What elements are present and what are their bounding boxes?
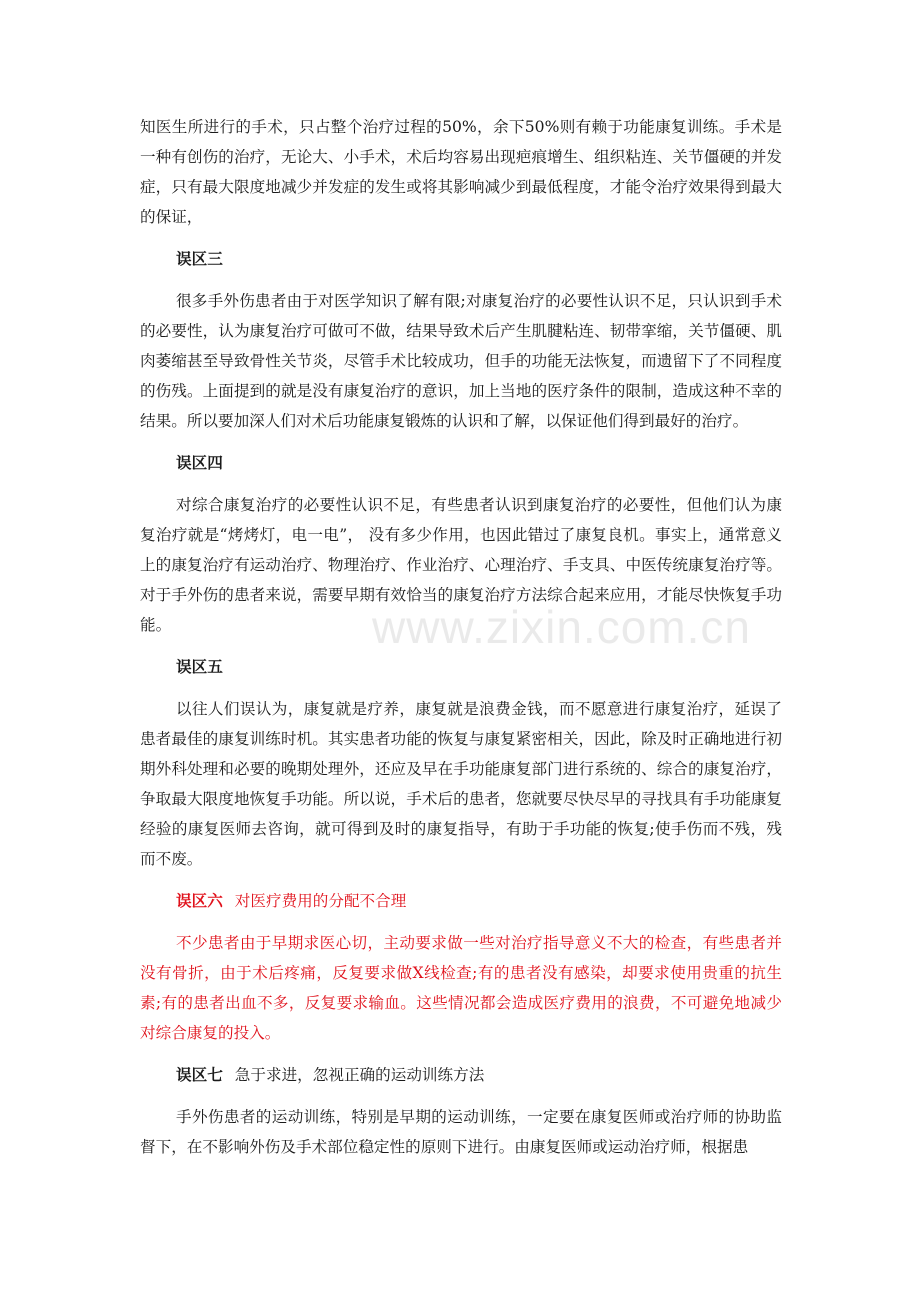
heading-label: 误区四 <box>176 453 223 472</box>
heading-title: 对医疗费用的分配不合理 <box>234 892 407 910</box>
heading-misconception-5 <box>140 652 782 682</box>
heading-misconception-4 <box>140 448 782 478</box>
heading-title: 急于求进，忽视正确的运动训练方法 <box>234 1066 485 1084</box>
heading-label: 误区六 <box>176 891 223 910</box>
heading-misconception-3 <box>140 244 782 274</box>
heading-misconception-6 <box>140 886 782 916</box>
paragraph-misconception-3: 很多手外伤患者由于对医学知识了解有限;对康复治疗的必要性认识不足，只认识到手术的必要性，认为康复治疗可做可不做，结果导致术后产生肌腱粘连、韧带挛缩，关节僵硬、肌肉萎缩甚至导致骨性关节炎，尽管手术比较成功，但手的功能无法恢复，而遗留下了不同程度的伤残。上面提到的就是没有康复治疗的意识，加上当地的医疗条件的限制，造成这种不幸的结果。所以要加深人们对术后功能康复锻炼的认识和了解，以保证他们得到最好的治疗。 <box>140 292 782 430</box>
heading-label: 误区五 <box>176 657 223 676</box>
heading-label: 误区三 <box>176 249 223 268</box>
paragraph-misconception-5: 以往人们误认为，康复就是疗养，康复就是浪费金钱，而不愿意进行康复治疗，延误了患者最佳的康复训练时机。其实患者功能的恢复与康复紧密相关，因此，除及时正确地进行初期外科处理和必要的晚期处理外，还应及早在手功能康复部门进行系统的、综合的康复治疗，争取最大限度地恢复手功能。所以说，手术后的患者，您就要尽快尽早的寻找具有手功能康复经验的康复医师去咨询，就可得到及时的康复指导，有助于手功能的恢复;使手伤而不残，残而不废。 <box>140 700 782 868</box>
heading-misconception-7 <box>140 1060 782 1090</box>
paragraph-intro: 知医生所进行的手术，只占整个治疗过程的50%，余下50%则有赖于功能康复训练。手术是一种有创伤的治疗，无论大、小手术，术后均容易出现疤痕增生、组织粘连、关节僵硬的并发症，只有最大限度地减少并发症的发生或将其影响减少到最低程度，才能令治疗效果得到最大的保证， <box>140 118 782 226</box>
document-body <box>140 112 782 1162</box>
watermark-text: www.zixin.com.cn <box>372 601 751 653</box>
paragraph-misconception-4: 对综合康复治疗的必要性认识不足，有些患者认识到康复治疗的必要性，但他们认为康复治疗就是“烤烤灯，电一电”， 没有多少作用，也因此错过了康复良机。事实上，通常意义上的康复治疗有运动治疗、物理治疗、作业治疗、心理治疗、手支具、中医传统康复治疗等。对于手外伤的患者来说，需要早期有效恰当的康复治疗方法综合起来应用，才能尽快恢复手功能。 <box>140 496 782 634</box>
heading-label: 误区七 <box>176 1065 223 1084</box>
paragraph-misconception-7: 手外伤患者的运动训练，特别是早期的运动训练，一定要在康复医师或治疗师的协助监督下，在不影响外伤及手术部位稳定性的原则下进行。由康复医师或运动治疗师，根据患 <box>140 1108 782 1156</box>
paragraph-misconception-6: 不少患者由于早期求医心切，主动要求做一些对治疗指导意义不大的检查，有些患者并没有骨折，由于术后疼痛，反复要求做Ⅹ线检查;有的患者没有感染，却要求使用贵重的抗生素;有的患者出血不多，反复要求输血。这些情况都会造成医疗费用的浪费，不可避免地减少对综合康复的投入。 <box>140 934 782 1042</box>
